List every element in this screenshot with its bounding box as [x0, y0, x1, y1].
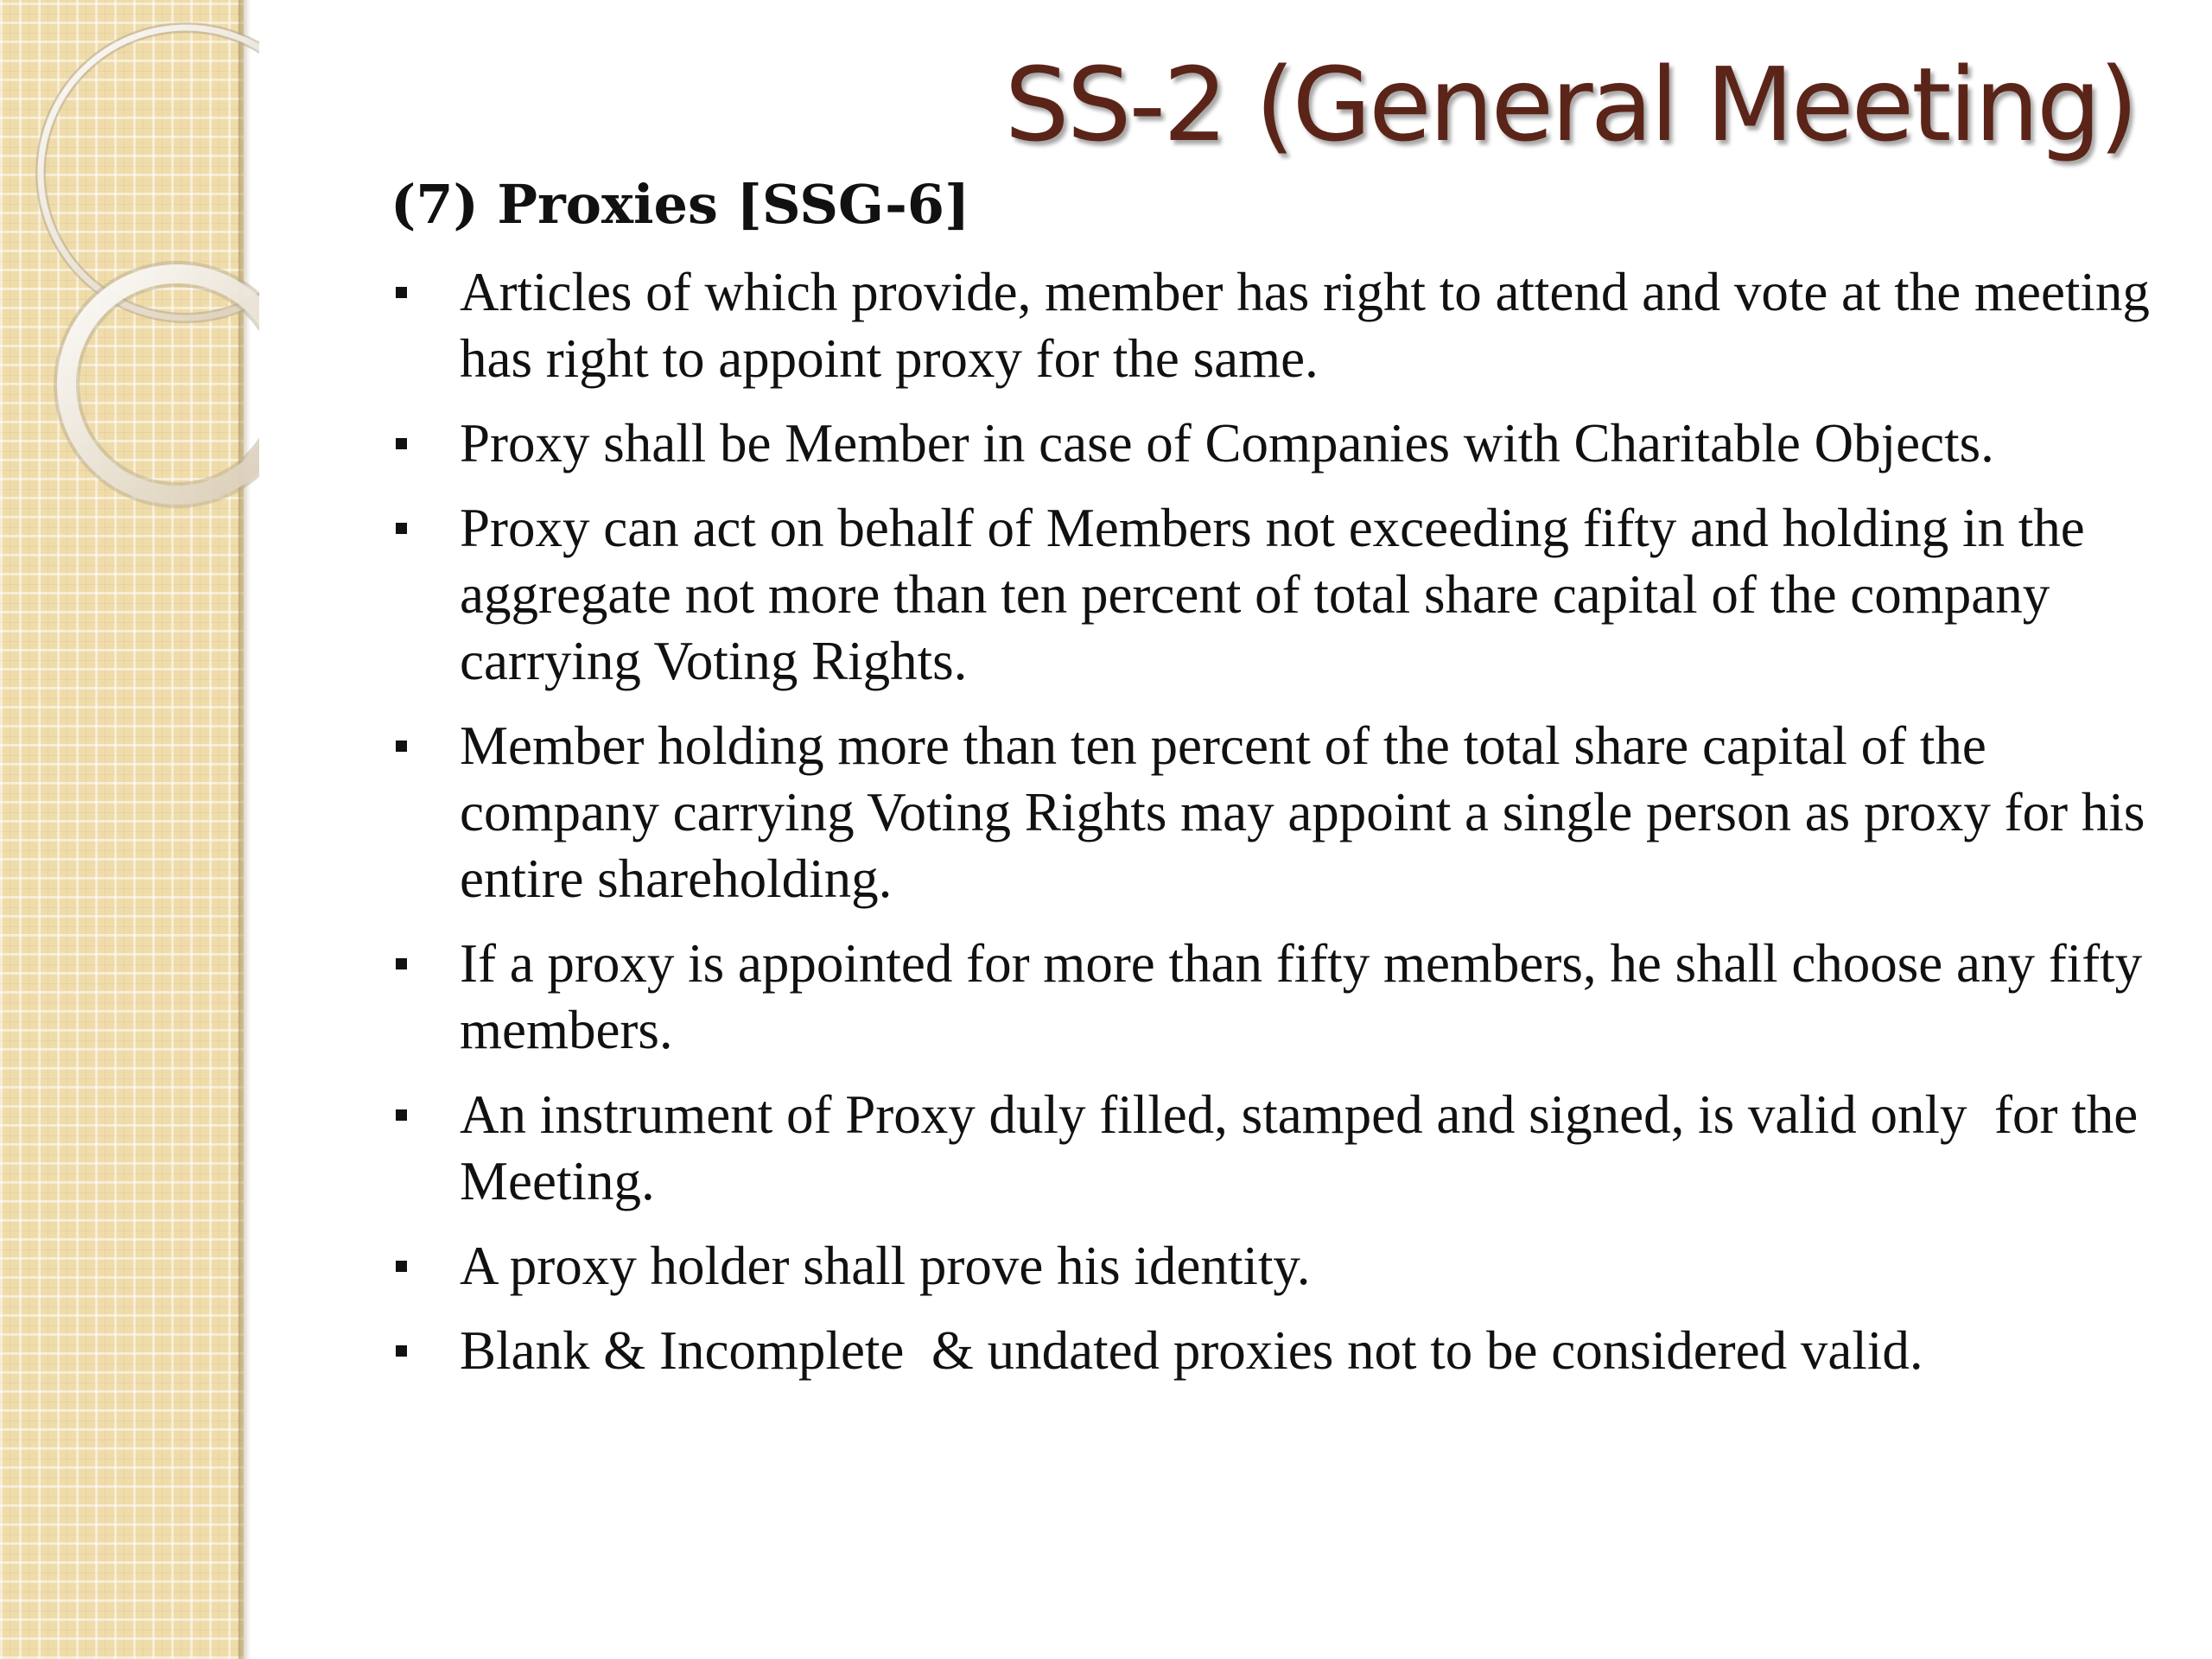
list-item [391, 1082, 2171, 1215]
bullet-text: Proxy shall be Member in case of Companies with Charitable Objects. [460, 413, 1994, 474]
rings-decoration-icon [0, 0, 259, 553]
section-heading: (7) Proxies [SSG-6] [391, 173, 970, 236]
bullet-list [391, 259, 2171, 1402]
bullet-text: If a proxy is appointed for more than fifty members, he shall choose any fifty members. [460, 933, 2156, 1060]
bullet-text: Member holding more than ten percent of the total share capital of the company carrying Voting Rights may appoint a single person as proxy for his entire shareholding. [460, 715, 2159, 909]
bullet-text: Proxy can act on behalf of Members not exceeding fifty and holding in the aggregate not more than ten percent of total share capital of the company carrying Voting Rights. [460, 498, 2099, 691]
list-item [391, 1318, 2171, 1384]
square-bullet-icon [396, 287, 407, 298]
square-bullet-icon [396, 523, 407, 534]
list-item [391, 495, 2171, 695]
square-bullet-icon [396, 1261, 407, 1272]
list-item [391, 713, 2171, 912]
bullet-text: An instrument of Proxy duly filled, stamped and signed, is valid only for the Meeting. [460, 1084, 2152, 1211]
square-bullet-icon [396, 958, 407, 969]
square-bullet-icon [396, 1345, 407, 1357]
list-item [391, 1233, 2171, 1300]
bullet-text: Blank & Incomplete & undated proxies not to be considered valid. [460, 1320, 1923, 1381]
square-bullet-icon [396, 741, 407, 752]
slide-title: SS-2 (General Meeting) [1004, 45, 2136, 164]
bullet-text: Articles of which provide, member has right to attend and vote at the meeting has right to appoint proxy for the same. [460, 262, 2164, 389]
bullet-text: A proxy holder shall prove his identity. [460, 1236, 1311, 1296]
square-bullet-icon [396, 1109, 407, 1121]
list-item [391, 410, 2171, 477]
list-item [391, 931, 2171, 1064]
square-bullet-icon [396, 438, 407, 449]
list-item [391, 259, 2171, 392]
